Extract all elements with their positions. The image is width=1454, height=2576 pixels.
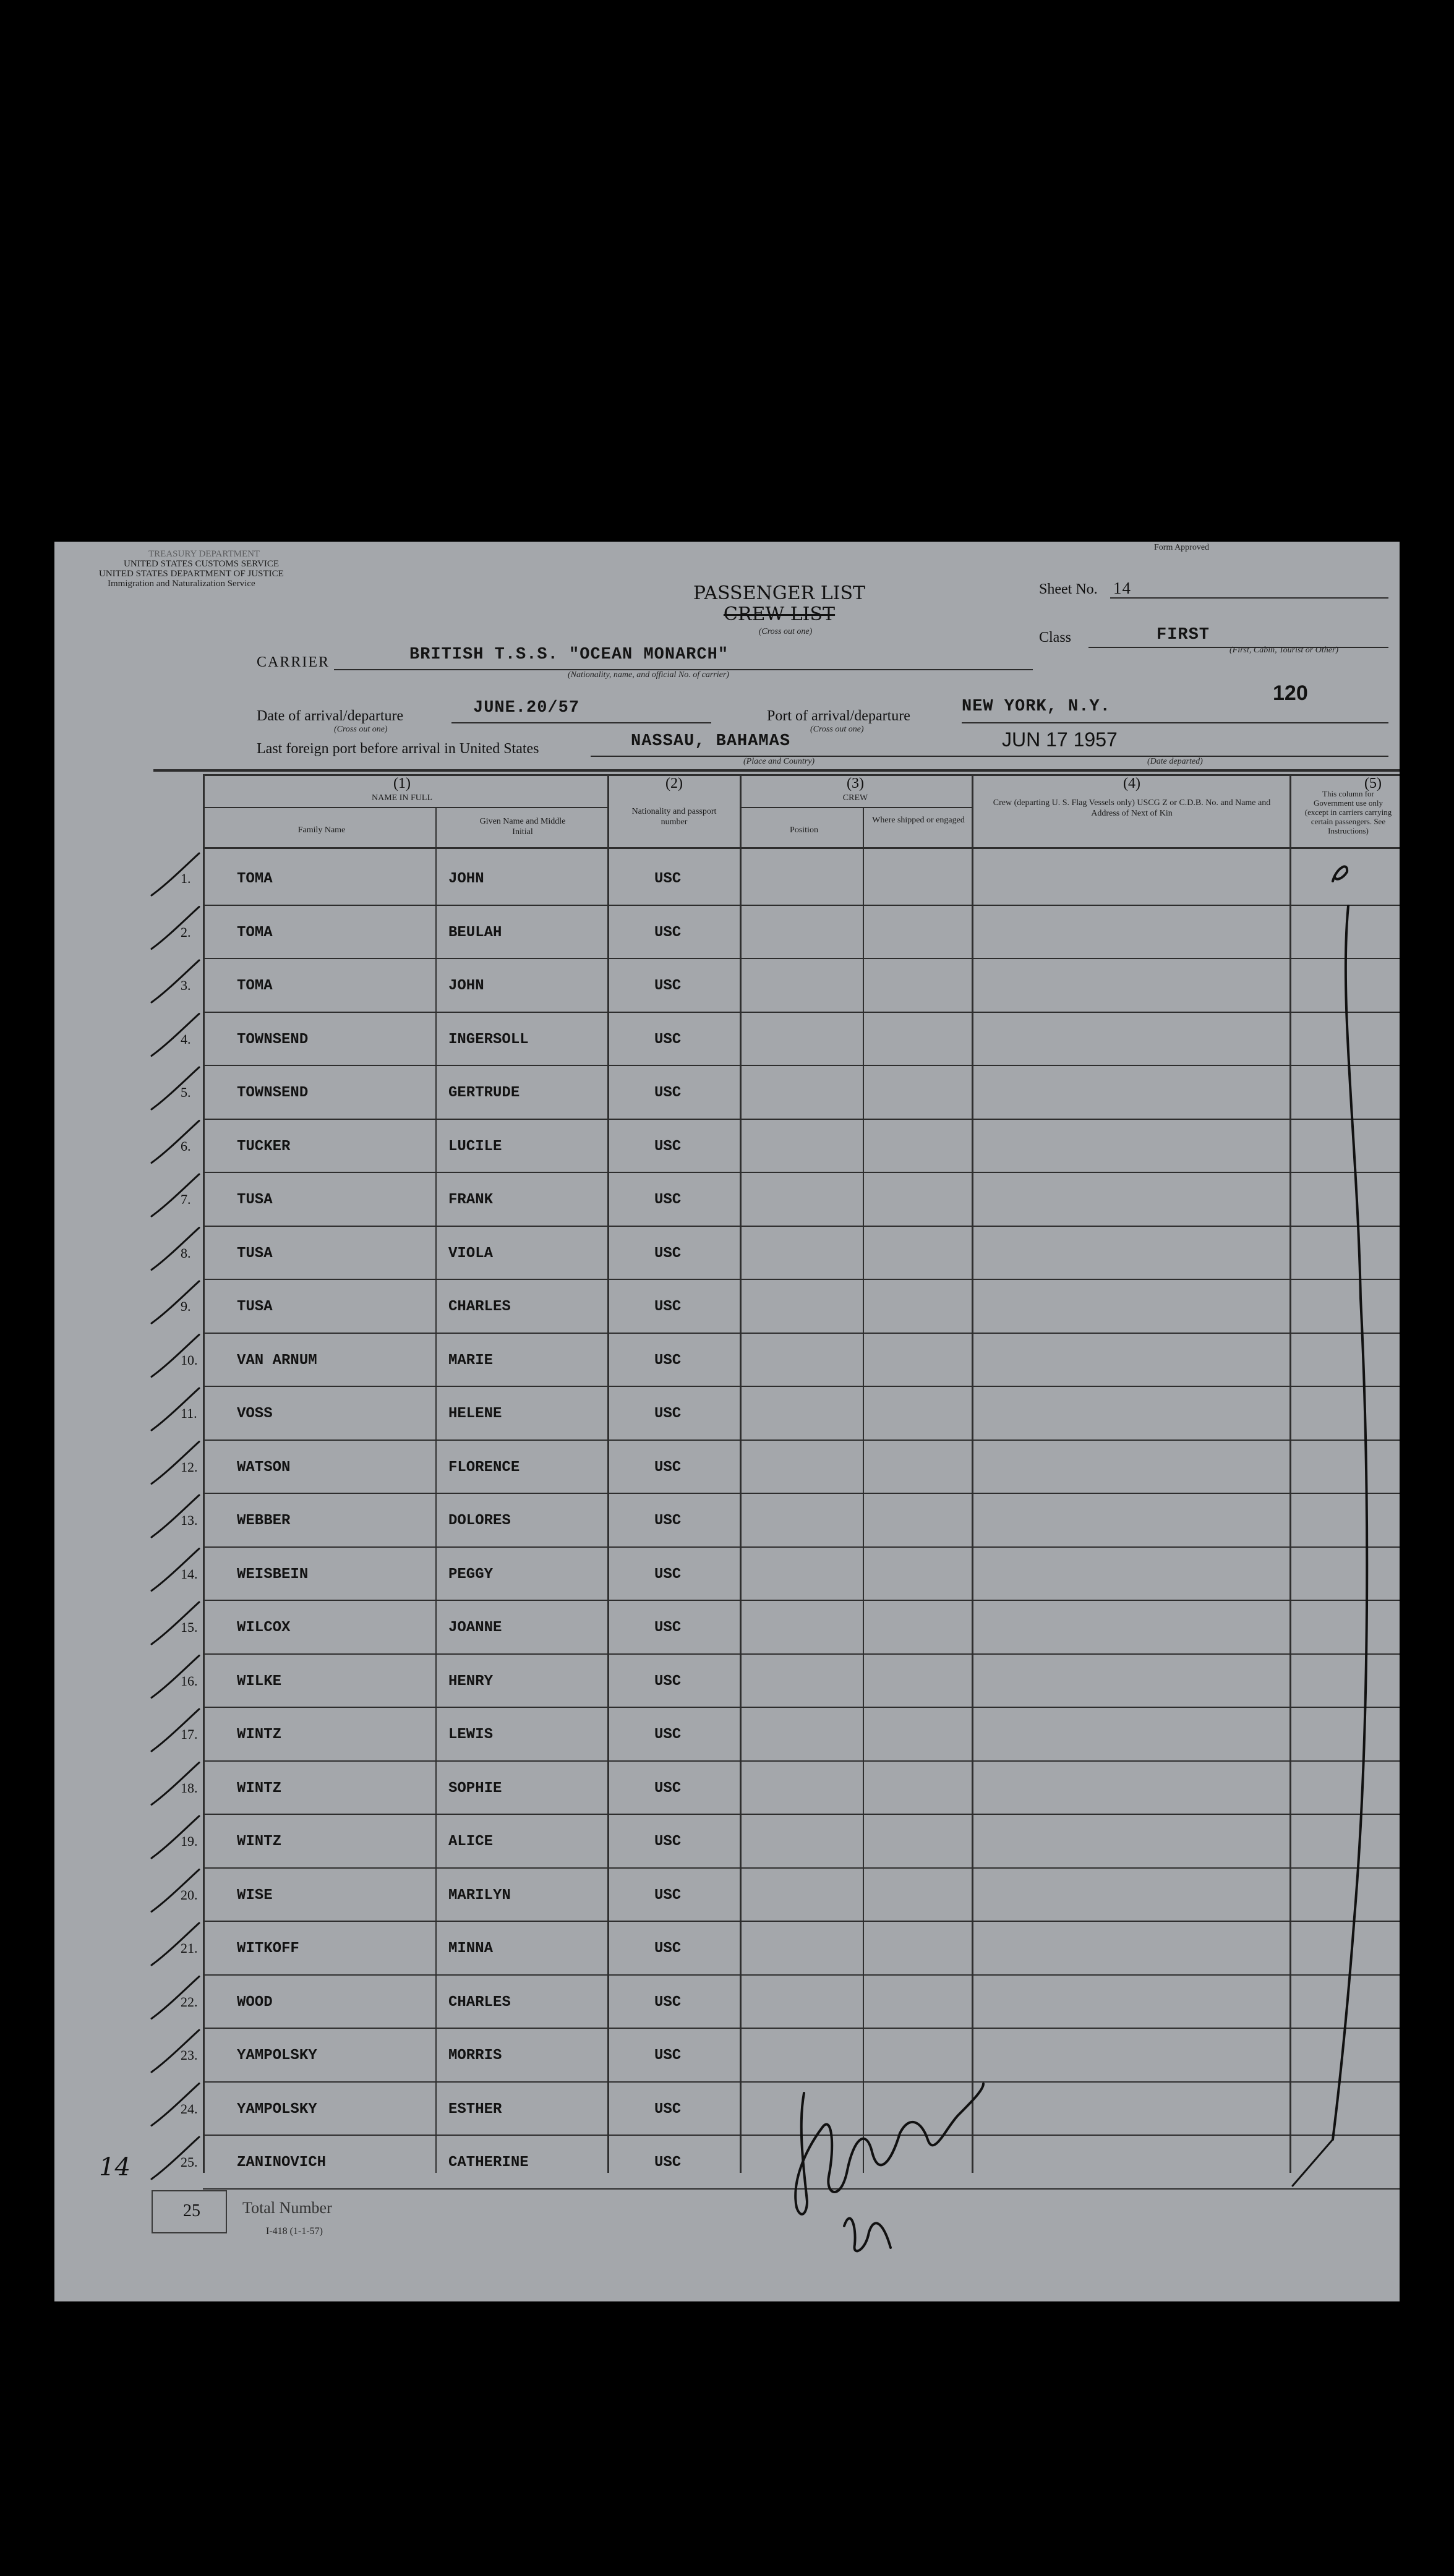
last-port-label: Last foreign port before arrival in United States: [257, 741, 539, 757]
nationality-cell: USC: [654, 1566, 682, 1583]
row-check-mark: [152, 1709, 199, 1751]
family-name-cell: TUCKER: [237, 1138, 291, 1155]
given-name-cell: CATHERINE: [448, 2154, 529, 2171]
given-name-cell: BEULAH: [448, 924, 502, 941]
row-check-mark: [152, 1977, 199, 2019]
total-value: 25: [183, 2201, 200, 2220]
given-name-cell: JOHN: [448, 871, 484, 887]
row-check-mark: [152, 1816, 199, 1858]
row-number: 25.: [181, 2154, 198, 2170]
given-name-cell: MORRIS: [448, 2047, 502, 2064]
form-approved-note: Form Approved: [1154, 543, 1210, 552]
carrier-value: BRITISH T.S.S. "OCEAN MONARCH": [409, 646, 729, 664]
nationality-cell: USC: [654, 1673, 682, 1690]
row-number: 5.: [181, 1085, 191, 1100]
family-name-cell: WINTZ: [237, 1726, 282, 1743]
nationality-cell: USC: [654, 2154, 682, 2171]
sheet-no-value: 14: [1113, 579, 1131, 597]
row-check-mark: [152, 2084, 199, 2126]
row-check-mark: [152, 1923, 199, 1965]
row-number: 20.: [181, 1887, 198, 1903]
given-name-cell: FLORENCE: [448, 1459, 520, 1476]
row-check-mark: [152, 1870, 199, 1912]
family-name-cell: WATSON: [237, 1459, 291, 1476]
cross-out-note: (Cross out one): [758, 627, 813, 636]
family-name-cell: TOMA: [237, 924, 273, 941]
arrival-value: JUNE.20/57: [473, 699, 580, 717]
given-name-cell: HELENE: [448, 1405, 502, 1422]
form-title: PASSENGER LIST: [693, 582, 866, 604]
family-name-cell: WINTZ: [237, 1833, 282, 1850]
nationality-cell: USC: [654, 871, 682, 887]
given-name-cell: ALICE: [448, 1833, 494, 1850]
row-number: 14.: [181, 1566, 198, 1582]
carrier-label: CARRIER: [257, 654, 330, 670]
family-name-cell: WILKE: [237, 1673, 282, 1690]
row-number: 7.: [181, 1192, 191, 1207]
row-number: 3.: [181, 978, 191, 993]
row-number: 1.: [181, 871, 191, 886]
row-check-mark: [152, 907, 199, 949]
date-departed-value: JUN 17 1957: [1002, 728, 1118, 751]
family-name-cell: WITKOFF: [237, 1940, 299, 1957]
row-number: 9.: [181, 1299, 191, 1314]
position-header: Position: [790, 825, 818, 835]
row-number: 22.: [181, 1994, 198, 2010]
col5-number: (5): [1364, 775, 1382, 791]
given-name-cell: DOLORES: [448, 1512, 511, 1529]
row-number: 2.: [181, 924, 191, 940]
row-check-mark: [152, 2137, 199, 2179]
given-name-cell: LEWIS: [448, 1726, 494, 1743]
given-name-cell: FRANK: [448, 1192, 494, 1208]
row-check-mark: [152, 1228, 199, 1270]
family-name-cell: TOMA: [237, 871, 273, 887]
given-name-cell: HENRY: [448, 1673, 494, 1690]
row-number: 21.: [181, 1940, 198, 1956]
family-name-cell: YAMPOLSKY: [237, 2101, 317, 2118]
nationality-cell: USC: [654, 1352, 682, 1369]
nationality-cell: USC: [654, 1085, 682, 1101]
nationality-cell: USC: [654, 1299, 682, 1315]
given-name-cell: GERTRUDE: [448, 1085, 520, 1101]
agency-line-1: TREASURY DEPARTMENT: [148, 549, 260, 559]
row-number: 12.: [181, 1459, 198, 1475]
date-departed-note: (Date departed): [1147, 757, 1203, 766]
row-check-mark: [152, 1121, 199, 1163]
row-check-mark: [152, 1602, 199, 1644]
agency-line-3: UNITED STATES DEPARTMENT OF JUSTICE: [99, 569, 284, 579]
nationality-cell: USC: [654, 1192, 682, 1208]
place-note: (Place and Country): [743, 757, 815, 766]
given-name-cell: MARIE: [448, 1352, 494, 1369]
port-label: Port of arrival/departure: [767, 708, 910, 724]
family-name-cell: WILCOX: [237, 1619, 291, 1636]
row-number: 24.: [181, 2101, 198, 2117]
nationality-cell: USC: [654, 1780, 682, 1797]
nationality-cell: USC: [654, 924, 682, 941]
nationality-cell: USC: [654, 1619, 682, 1636]
row-number: 19.: [181, 1833, 198, 1849]
given-name-cell: JOHN: [448, 978, 484, 994]
nationality-cell: USC: [654, 1512, 682, 1529]
family-name-cell: VAN ARNUM: [237, 1352, 317, 1369]
col2-number: (2): [665, 775, 683, 791]
nationality-cell: USC: [654, 2047, 682, 2064]
nationality-cell: USC: [654, 1405, 682, 1422]
row-check-mark: [152, 1442, 199, 1484]
row-check-mark: [152, 853, 199, 895]
given-name-header: Given Name and Middle Initial: [479, 817, 566, 837]
nationality-cell: USC: [654, 1833, 682, 1850]
port-cross-note: (Cross out one): [810, 725, 864, 734]
given-name-cell: CHARLES: [448, 1994, 511, 2011]
row-number: 11.: [181, 1405, 197, 1421]
nationality-cell: USC: [654, 1459, 682, 1476]
row-check-mark: [152, 1763, 199, 1805]
nationality-header: Nationality and passport number: [631, 807, 717, 827]
given-name-cell: PEGGY: [448, 1566, 494, 1583]
sheet-no-label: Sheet No.: [1039, 581, 1098, 597]
nationality-cell: USC: [654, 1994, 682, 2011]
row-number: 15.: [181, 1619, 198, 1635]
given-name-cell: MINNA: [448, 1940, 494, 1957]
row-check-mark: [152, 1174, 199, 1216]
family-name-cell: WISE: [237, 1887, 273, 1904]
row-number: 8.: [181, 1245, 191, 1261]
class-label: Class: [1039, 629, 1072, 646]
col1-number: (1): [393, 775, 411, 791]
col4-number: (4): [1123, 775, 1140, 791]
row-number: 23.: [181, 2047, 198, 2063]
form-code: I-418 (1-1-57): [266, 2226, 323, 2237]
family-name-cell: WEBBER: [237, 1512, 291, 1529]
family-name-cell: WINTZ: [237, 1780, 282, 1797]
nationality-cell: USC: [654, 2101, 682, 2118]
margin-note: 14: [99, 2153, 130, 2181]
row-check-mark: [152, 1495, 199, 1537]
given-name-cell: VIOLA: [448, 1245, 494, 1262]
nationality-cell: USC: [654, 1940, 682, 1957]
col1-label: NAME IN FULL: [372, 793, 432, 803]
family-name-cell: TUSA: [237, 1192, 273, 1208]
given-name-cell: JOANNE: [448, 1619, 502, 1636]
crew-list-title: CREW LIST: [723, 603, 836, 625]
row-check-mark: [152, 1549, 199, 1591]
row-check-mark: [152, 2030, 199, 2072]
given-name-cell: MARILYN: [448, 1887, 511, 1904]
row-number: 17.: [181, 1726, 198, 1742]
given-name-cell: LUCILE: [448, 1138, 502, 1155]
family-name-cell: VOSS: [237, 1405, 273, 1422]
family-name-header: Family Name: [297, 825, 346, 835]
family-name-cell: TOWNSEND: [237, 1085, 309, 1101]
family-name-cell: TOWNSEND: [237, 1031, 309, 1048]
carrier-note: (Nationality, name, and official No. of carrier): [568, 670, 729, 680]
nationality-cell: USC: [654, 1887, 682, 1904]
row-check-mark: [152, 1014, 199, 1056]
row-check-mark: [152, 1281, 199, 1323]
agency-line-2: UNITED STATES CUSTOMS SERVICE: [124, 559, 280, 569]
family-name-cell: TUSA: [237, 1245, 273, 1262]
row-number: 10.: [181, 1352, 198, 1368]
family-name-cell: YAMPOLSKY: [237, 2047, 317, 2064]
agency-line-4: Immigration and Naturalization Service: [108, 579, 255, 589]
total-label: Total Number: [242, 2199, 332, 2217]
family-name-cell: TOMA: [237, 978, 273, 994]
row-number: 18.: [181, 1780, 198, 1796]
arrival-label: Date of arrival/departure: [257, 708, 404, 724]
port-value: NEW YORK, N.Y.: [962, 697, 1111, 716]
row-number: 6.: [181, 1138, 191, 1154]
given-name-cell: CHARLES: [448, 1299, 511, 1315]
given-name-cell: SOPHIE: [448, 1780, 502, 1797]
row-check-mark: [152, 1656, 199, 1698]
nationality-cell: USC: [654, 1031, 682, 1048]
shipped-header: Where shipped or engaged: [872, 816, 965, 825]
row-check-mark: [152, 960, 199, 1002]
family-name-cell: WOOD: [237, 1994, 273, 2011]
row-check-mark: [152, 1067, 199, 1109]
row-check-mark: [152, 1388, 199, 1430]
family-name-cell: ZANINOVICH: [237, 2154, 327, 2171]
government-use-header: This column for Government use only (except in carriers carrying certain passengers. See Instructions): [1304, 789, 1392, 835]
last-port-value: NASSAU, BAHAMAS: [631, 732, 791, 751]
family-name-cell: WEISBEIN: [237, 1566, 309, 1583]
nationality-cell: USC: [654, 1245, 682, 1262]
row-check-mark: [152, 1335, 199, 1377]
crew-header: CREW: [842, 793, 868, 803]
col3-number: (3): [847, 775, 864, 791]
nationality-cell: USC: [654, 978, 682, 994]
class-value: FIRST: [1157, 626, 1210, 644]
row-number: 4.: [181, 1031, 191, 1047]
given-name-cell: INGERSOLL: [448, 1031, 529, 1048]
nationality-cell: USC: [654, 1726, 682, 1743]
row-number: 13.: [181, 1512, 198, 1528]
arrival-cross-note: (Cross out one): [334, 725, 388, 734]
class-note: (First, Cabin, Tourist or Other): [1229, 646, 1339, 655]
nationality-cell: USC: [654, 1138, 682, 1155]
given-name-cell: ESTHER: [448, 2101, 502, 2118]
crew-kin-header: Crew (departing U. S. Flag Vessels only) USCG Z or C.D.B. No. and Name and Address of Next of Kin: [993, 798, 1271, 818]
row-number: 16.: [181, 1673, 198, 1689]
stamp-number: 120: [1273, 681, 1308, 705]
family-name-cell: TUSA: [237, 1299, 273, 1315]
